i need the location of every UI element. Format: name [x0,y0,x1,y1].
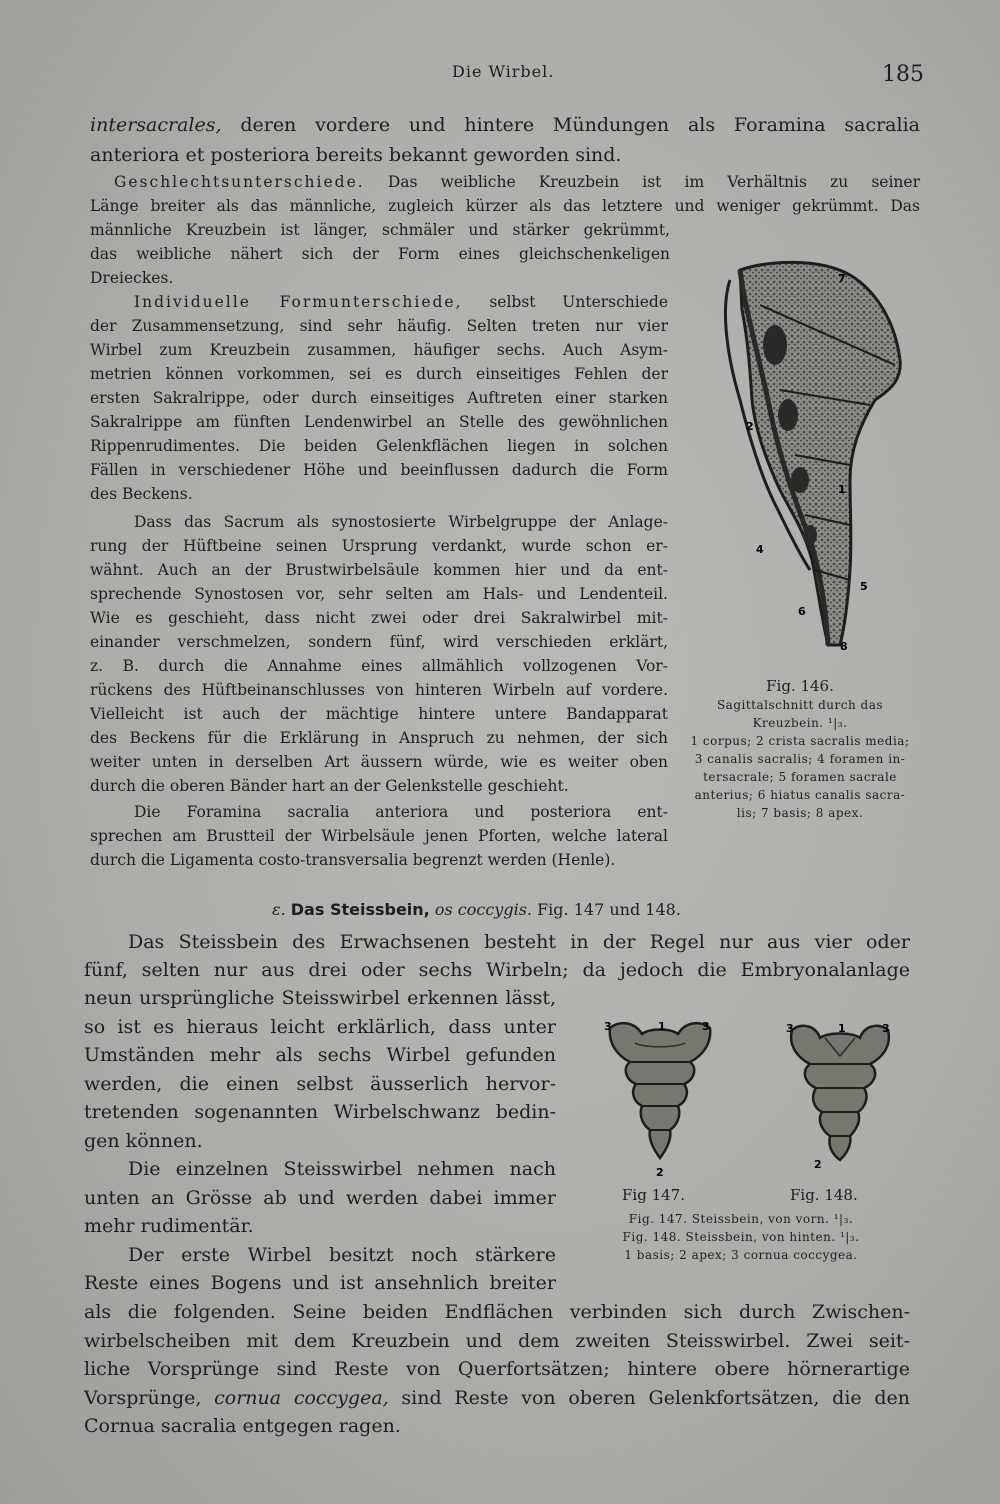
fig146-caption-line: 1 corpus; 2 crista sacralis media; [690,734,910,748]
coccyx-line: gen können. [84,1129,203,1152]
synostosis-line: rückens des Hüftbeinanschlusses von hinteren Wirbeln auf vordere. [90,681,668,699]
intro-line2: anteriora et posteriora bereits bekannt geworden sind. [90,144,622,166]
sex-diff-line5: Dreieckes. [90,269,174,287]
coccyx-paragraph-narrow [84,984,556,1298]
individual-line: des Beckens. [90,485,193,503]
coccyx-line: mehr rudimentär. [84,1215,254,1237]
foramina-line: sprechen am Brustteil der Wirbelsäule jenen Pforten, welche lateral [90,827,668,845]
coccyx-back-figure [770,1008,910,1183]
fig146-caption-line: lis; 7 basis; 8 apex. [736,806,864,820]
individual-line: Wirbel zum Kreuzbein zusammen, häufiger sechs. Auch Asym- [90,341,668,359]
individual-line: selbst Unterschiede [462,293,668,311]
fig146-caption-line: Kreuzbein. ¹|₃. [752,716,848,730]
section-title: Das Steissbein, [290,900,430,919]
fig146-caption-line: 3 canalis sacralis; 4 foramen in- [694,752,906,766]
synostosis-line: Dass das Sacrum als synostosierte Wirbelgruppe der Anlage- [134,513,668,531]
fig148-label: 3 [882,1022,890,1035]
synostosis-line: z. B. durch die Annahme eines allmählich vollzogenen Vor- [90,657,668,675]
coccyx-line: fünf, selten nur aus drei oder sechs Wirbeln; da jedoch die Embryonalanlage [84,959,910,981]
coccyx-line: Das Steissbein des Erwachsenen besteht in der Regel nur aus vier oder [128,931,910,953]
fig148-label: 2 [814,1158,822,1171]
individual-line: Fällen in verschiedener Höhe und beeinflussen dadurch die Form [90,461,668,479]
fig147-label: 3 [702,1020,710,1033]
foramina-paragraph [90,800,668,872]
fig147-148-caption-line: Fig. 148. Steissbein, von hinten. ¹|₃. [622,1230,860,1244]
fig148-title: Fig. 148. [790,1186,858,1204]
synostosis-line: des Beckens für die Erklärung in Anspruch zu nehmen, der sich [90,729,668,747]
synostosis-line: sprechende Synostosen vor, sehr selten am Hals- und Lendenteil. [90,585,668,603]
individual-heading: Individuelle Formunterschiede, [134,293,463,311]
individual-line: Sakralrippe am fünften Lendenwirbel an Stelle des gewöhnlichen [90,413,668,431]
coccyx-line: wirbelscheiben mit dem Kreuzbein und dem zweiten Steisswirbel. Zwei seit- [84,1329,910,1352]
fig146-title: Fig. 146. [766,677,834,695]
foramina-line: durch die Ligamenta costo-transversalia begrenzt werden (Henle). [90,851,616,869]
synostosis-line: weiter unten in derselben Art äussern würde, wie es weiter oben [90,753,668,771]
coccyx-line: unten an Grösse ab und werden dabei immer [84,1186,556,1209]
foramina-line: Die Foramina sacralia anteriora und posteriora ent- [134,803,668,821]
cornua-coccygea-term: cornua coccygea, [214,1386,389,1409]
fig146-label: 8 [840,640,848,653]
fig147-title: Fig 147. [622,1186,685,1204]
section-heading [272,900,681,919]
fig146-label: 6 [798,605,806,618]
coccyx-line: liche Vorsprünge sind Reste von Querfortsätzen; hintere obere hörnerartige [84,1358,910,1380]
synostosis-paragraph [90,510,668,798]
section-figref: Fig. 147 und 148. [537,900,681,919]
coccyx-line: neun ursprüngliche Steisswirbel erkennen lässt, [84,987,556,1009]
intro-italic: intersacrales, [90,114,222,136]
fig148-label: 1 [838,1022,846,1035]
fig146-label: 7 [838,272,846,285]
page-number: 185 [882,62,924,87]
coccyx-line: Umständen mehr als sechs Wirbel gefunden [84,1044,556,1066]
fig147-label: 1 [658,1020,666,1033]
fig146-label: 1 [838,483,846,496]
section-prefix: ε. [272,900,286,919]
fig147-label: 3 [604,1020,612,1033]
synostosis-line: durch die oberen Bänder hart an der Gelenkstelle geschieht. [90,777,569,795]
sex-diff-heading: Geschlechtsunterschiede. [114,173,365,191]
fig147-148-caption-line: 1 basis; 2 apex; 3 cornua coccygea. [624,1248,858,1262]
fig148-label: 3 [786,1022,794,1035]
fig147-148-caption [576,1210,906,1264]
sex-diff-line1: Das weibliche Kreuzbein ist im Verhältnis zu seiner [364,173,920,191]
coccyx-line: Der erste Wirbel besitzt noch stärkere [128,1243,556,1266]
section-latin: os coccygis. [434,900,532,919]
synostosis-line: Wie es geschieht, dass nicht zwei oder drei Sakralwirbel mit- [90,609,668,627]
individual-line: Rippenrudimentes. Die beiden Gelenkflächen liegen in solchen [90,437,668,455]
sex-diff-line4: das weibliche nähert sich der Form eines gleichschenkeligen [90,245,670,263]
coccyx-line: Die einzelnen Steisswirbel nehmen nach [128,1158,556,1180]
synostosis-line: einander verschmelzen, sondern fünf, wird verschieden erklärt, [90,633,668,651]
running-header: Die Wirbel. [452,62,555,81]
coccyx-paragraph-end [84,1298,910,1441]
intro-paragraph [90,110,920,170]
fig147-label: 2 [656,1166,664,1179]
fig146-caption-line: Sagittalschnitt durch das [716,698,884,712]
coccyx-line: werden, die einen selbst äusserlich hervor- [84,1072,556,1095]
coccyx-line: als die folgenden. Seine beiden Endflächen verbinden sich durch Zwischen- [84,1301,910,1323]
individual-line: ersten Sakralrippe, oder durch einseitiges Auftreten einer starken [90,389,668,407]
individual-line: der Zusammensetzung, sind sehr häufig. Selten treten nur vier [90,317,668,335]
sex-diff-line2: Länge breiter als das männliche, zugleich kürzer als das letztere und weniger gekrümmt. Das [90,197,920,215]
coccyx-line: Reste eines Bogens und ist ansehnlich breiter [84,1272,556,1294]
coccyx-line: Cornua sacralia entgegen ragen. [84,1415,401,1437]
synostosis-line: Vielleicht ist auch der mächtige hintere untere Bandapparat [90,705,668,723]
fig146-label: 2 [746,420,754,433]
individual-line: metrien können vorkommen, sei es durch einseitiges Fehlen der [90,365,668,383]
coccyx-line: tretenden sogenannten Wirbelschwanz bedin- [84,1101,556,1123]
fig146-label: 4 [756,543,764,556]
sex-diff-line3: männliche Kreuzbein ist länger, schmäler und stärker gekrümmt, [90,221,670,239]
fig146-label: 5 [860,580,868,593]
coccyx-front-figure [590,1008,730,1183]
individual-paragraph [90,290,668,506]
coccyx-line: so ist es hieraus leicht erklärlich, dass unter [84,1015,556,1038]
sacrum-sagittal-figure [700,250,920,670]
fig146-caption [685,676,915,822]
synostosis-line: wähnt. Auch an der Brustwirbelsäule kommen hier und da ent- [90,561,668,579]
fig146-caption-line: tersacrale; 5 foramen sacrale [703,770,897,784]
synostosis-line: rung der Hüftbeine seinen Ursprung verdankt, wurde schon er- [90,537,668,555]
coccyx-line: Vorsprünge, [84,1386,215,1409]
fig146-caption-line: anterius; 6 hiatus canalis sacra- [694,788,906,802]
intro-line1: deren vordere und hintere Mündungen als Foramina sacralia [221,114,920,136]
fig147-148-caption-line: Fig. 147. Steissbein, von vorn. ¹|₃. [628,1212,854,1226]
coccyx-line: sind Reste von oberen Gelenkfortsätzen, die den [388,1386,910,1409]
coccyx-paragraph-1 [84,928,910,984]
